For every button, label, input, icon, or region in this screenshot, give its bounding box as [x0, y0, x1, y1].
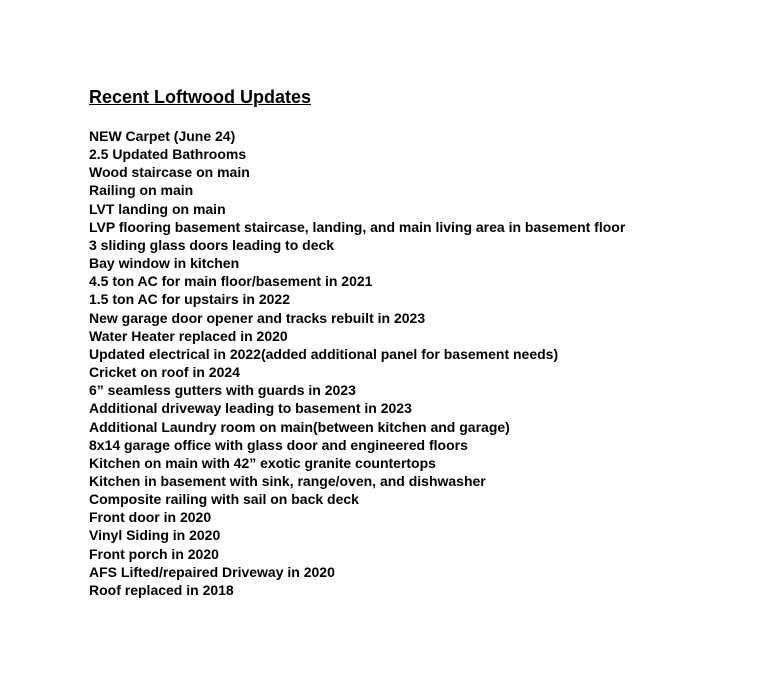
update-item: Additional Laundry room on main(between kitchen and garage): [89, 418, 510, 435]
update-item: Composite railing with sail on back deck: [89, 491, 359, 508]
updates-list: [89, 127, 625, 599]
update-item: 2.5 Updated Bathrooms: [89, 146, 247, 163]
update-item: Updated electrical in 2022(added additional panel for basement needs): [89, 345, 559, 362]
update-item: 8x14 garage office with glass door and engineered floors: [89, 436, 468, 453]
update-item: Kitchen on main with 42” exotic granite countertops: [89, 454, 436, 471]
update-item: Front door in 2020: [89, 509, 212, 526]
update-item: 1.5 ton AC for upstairs in 2022: [89, 291, 290, 308]
update-item: Roof replaced in 2018: [89, 581, 234, 598]
update-item: Railing on main: [89, 182, 194, 199]
update-item: Wood staircase on main: [89, 164, 250, 181]
update-item: Vinyl Siding in 2020: [89, 527, 221, 544]
update-item: 3 sliding glass doors leading to deck: [89, 236, 335, 253]
update-item: NEW Carpet (June 24): [89, 128, 236, 144]
document-page: [89, 86, 749, 598]
update-item: Cricket on roof in 2024: [89, 364, 240, 381]
update-item: 6” seamless gutters with guards in 2023: [89, 382, 356, 399]
update-item: LVP flooring basement staircase, landing, and main living area in basement floor: [89, 218, 626, 235]
update-item: Bay window in kitchen: [89, 255, 240, 272]
update-item: AFS Lifted/repaired Driveway in 2020: [89, 563, 335, 580]
update-item: New garage door opener and tracks rebuilt in 2023: [89, 309, 426, 326]
update-item: Water Heater replaced in 2020: [89, 327, 288, 344]
update-item: LVT landing on main: [89, 200, 226, 217]
update-item: Kitchen in basement with sink, range/oven, and dishwasher: [89, 472, 486, 489]
update-item: Additional driveway leading to basement in 2023: [89, 400, 412, 417]
update-item: 4.5 ton AC for main floor/basement in 2021: [89, 273, 373, 290]
document-title: Recent Loftwood Updates: [89, 87, 312, 107]
update-item: Front porch in 2020: [89, 545, 219, 562]
